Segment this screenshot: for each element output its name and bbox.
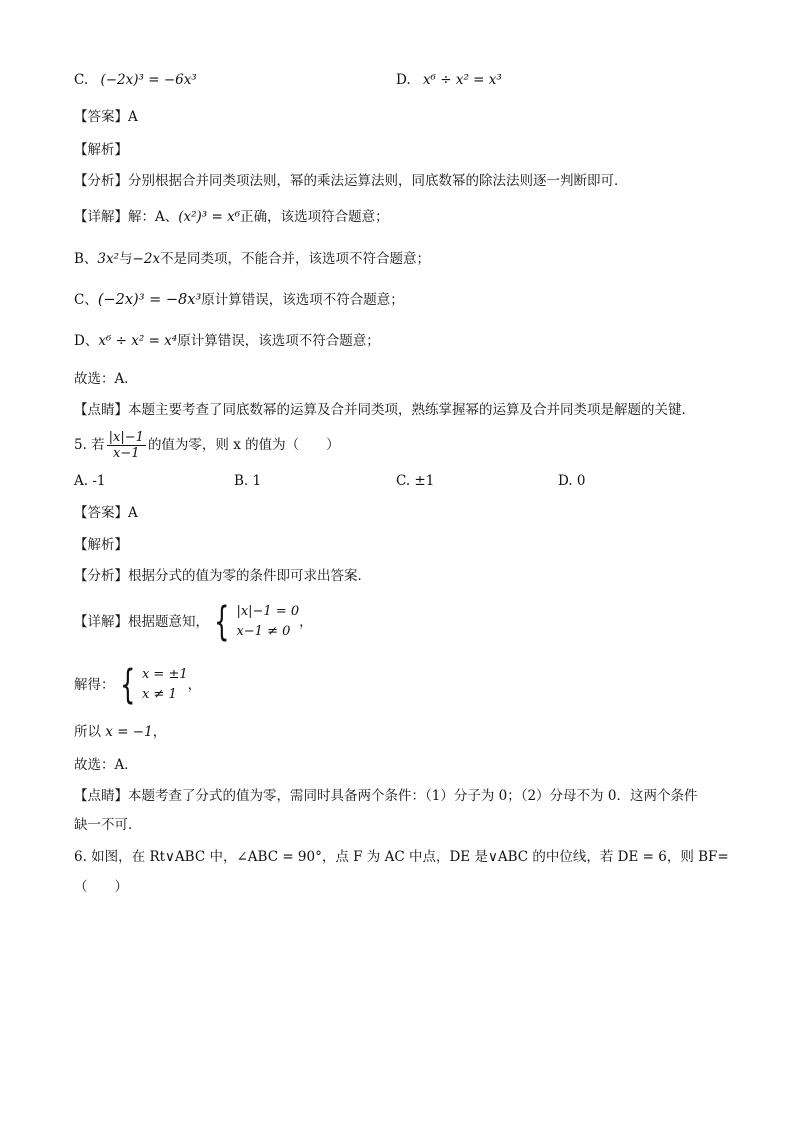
- option-d: [396, 72, 502, 88]
- line-d-post: 原计算错误，该选项不符合题意；: [177, 333, 380, 349]
- q5-jiexi: [74, 535, 128, 555]
- q5-fraction-denominator: x−1: [113, 445, 140, 461]
- q5-option-a: A. -1: [74, 473, 106, 489]
- q5-stem-pre: 5. 若: [74, 437, 105, 453]
- q6-stem-line-2: （ ）: [74, 879, 128, 895]
- fenxi-tag: 【分析】: [74, 568, 128, 584]
- option-d-expression: x⁶ ÷ x² = x³: [422, 72, 502, 88]
- q4-jiexi: [74, 140, 128, 160]
- xiangjie-expression: (x²)³ = x⁶: [178, 209, 241, 225]
- q5-option-c: C. ±1: [396, 473, 435, 489]
- q4-line-d: [74, 331, 380, 351]
- jiexi-tag: 【解析】: [74, 537, 128, 553]
- line-d-expression: x⁶ ÷ x² = x⁴: [98, 333, 178, 349]
- q5-guxuan: [74, 755, 138, 775]
- guxuan-text: 故选：A．: [74, 757, 138, 773]
- dianjing-tag: 【点睛】: [74, 402, 128, 418]
- option-c-expression: (−2x)³ = −6x³: [100, 72, 197, 88]
- xiangjie-tag: 【详解】: [74, 209, 128, 225]
- line-b-expression-1: 3x²: [97, 251, 120, 267]
- q6-stem-line-1: 6. 如图，在 Rt∨ABC 中，∠ABC = 90°，点 F 为 AC 中点，DE 是∨ABC 的中位线，若 DE = 6，则 BF=: [74, 849, 729, 865]
- answer-tag: 【答案】: [74, 505, 128, 521]
- line-c-pre: C、: [74, 292, 98, 308]
- system-2-comma: ，: [187, 677, 202, 693]
- q4-dianjing: [74, 400, 695, 420]
- system-1-row-1: |x|−1 = 0: [236, 604, 300, 619]
- option-c: [74, 72, 197, 88]
- dianjing-text: 本题主要考查了同底数幂的运算及合并同类项，熟练掌握幂的运算及合并同类项是解题的关键．: [128, 402, 695, 418]
- q5-suoyi: [74, 722, 166, 742]
- q5-answer: [74, 503, 138, 523]
- q4-guxuan: [74, 369, 138, 389]
- dianjing-text-2: 缺一不可．: [74, 817, 142, 833]
- system-2-row-1: x = ±1: [141, 667, 188, 682]
- fenxi-text: 根据分式的值为零的条件即可求出答案．: [128, 568, 371, 584]
- line-d-pre: D、: [74, 333, 99, 349]
- system-1-row-2: x−1 ≠ 0: [236, 624, 291, 639]
- q5-option-b: B. 1: [234, 473, 262, 489]
- system-1-comma: ，: [299, 614, 313, 630]
- line-b-expression-2: −2x: [132, 251, 161, 267]
- q4-line-c: [74, 290, 404, 310]
- q5-system-2: [115, 662, 188, 708]
- option-c-label: C.: [74, 72, 89, 88]
- q5-stem-post: 的值为零，则 x 的值为（ ）: [147, 437, 340, 453]
- brace-icon: {: [119, 662, 135, 708]
- guxuan-text: 故选：A．: [74, 371, 138, 387]
- xiangjie-pre: 根据题意知，: [128, 614, 209, 630]
- q5-stem: [74, 425, 340, 465]
- option-d-label: D.: [396, 72, 411, 88]
- answer-value: A: [128, 109, 138, 125]
- q5-system-1: [209, 599, 300, 645]
- dianjing-tag: 【点睛】: [74, 788, 128, 804]
- suoyi-post: ，: [152, 724, 167, 740]
- q5-xiangjie: [74, 600, 313, 644]
- q4-fenxi: [74, 171, 628, 191]
- system-2-row-2: x ≠ 1: [141, 687, 177, 702]
- fenxi-text: 分别根据合并同类项法则，幂的乘法运算法则，同底数幂的除法法则逐一判断即可．: [128, 173, 628, 189]
- q5-fenxi: [74, 566, 371, 586]
- q5-jiede: [74, 663, 201, 707]
- line-b-pre: B、: [74, 251, 98, 267]
- fenxi-tag: 【分析】: [74, 173, 128, 189]
- jiede-pre: 解得：: [74, 677, 115, 693]
- q5-dianjing: [74, 786, 697, 806]
- line-c-expression: (−2x)³ = −8x³: [97, 292, 202, 308]
- q6-stem-cont: [74, 877, 128, 897]
- line-b-post: 不是同类项，不能合并，该选项不符合题意；: [160, 251, 431, 267]
- q5-fraction-numerator: |x|−1: [108, 429, 144, 445]
- suoyi-expression: x = −1: [105, 724, 153, 740]
- q4-answer: [74, 107, 138, 127]
- q4-line-b: [74, 249, 430, 269]
- q5-option-d: D. 0: [558, 473, 586, 489]
- dianjing-text-1: 本题考查了分式的值为零，需同时具备两个条件：（1）分子为 0；（2）分母不为 0．这两个条件: [128, 788, 698, 804]
- q5-dianjing-cont: [74, 815, 142, 835]
- line-c-post: 原计算错误，该选项不符合题意；: [201, 292, 404, 308]
- brace-icon: {: [214, 599, 230, 645]
- q4-xiangjie: [74, 207, 389, 227]
- answer-tag: 【答案】: [74, 109, 128, 125]
- xiangjie-tag: 【详解】: [74, 614, 128, 630]
- line-b-mid: 与: [119, 251, 133, 267]
- xiangjie-post: 正确，该选项符合题意；: [240, 209, 389, 225]
- answer-value: A: [128, 505, 138, 521]
- suoyi-pre: 所以: [74, 724, 101, 740]
- jiexi-tag: 【解析】: [74, 142, 128, 158]
- q6-stem: [74, 847, 729, 867]
- q5-fraction: [107, 430, 146, 461]
- xiangjie-pre: 解：A、: [128, 209, 179, 225]
